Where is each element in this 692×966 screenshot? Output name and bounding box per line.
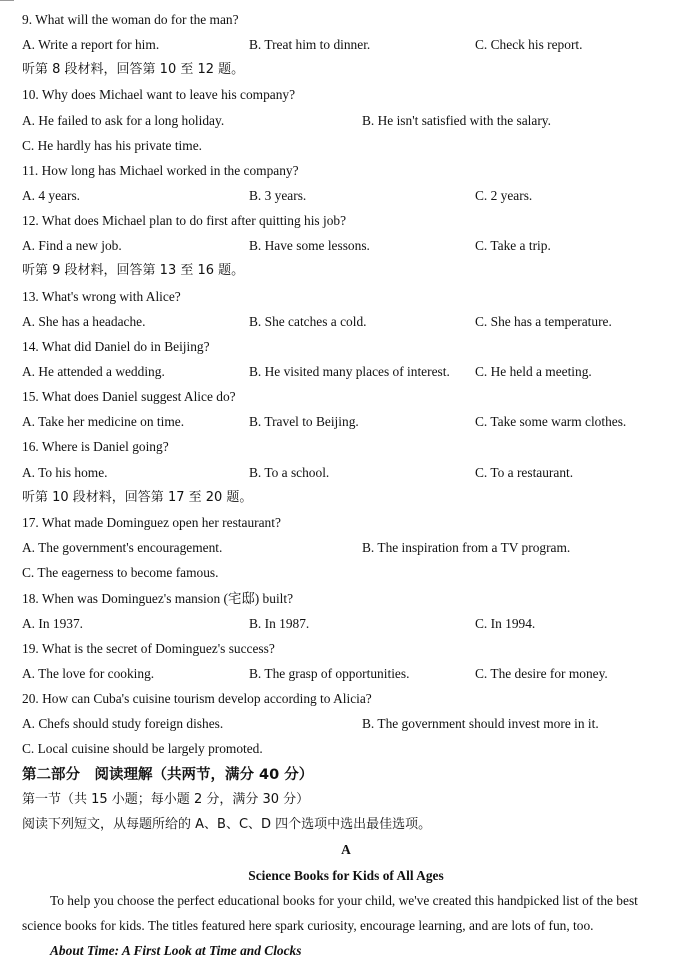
question-11-options <box>0 186 692 211</box>
option-c: C. 2 years. <box>475 188 533 203</box>
question-9-options <box>0 35 692 60</box>
option-b: B. Have some lessons. <box>249 238 370 253</box>
instruction-passage-9 <box>0 261 692 286</box>
option-a: A. Write a report for him. <box>22 37 160 52</box>
option-a: A. To his home. <box>22 465 108 480</box>
question-17-option-c <box>0 563 692 588</box>
passage-letter <box>0 840 692 865</box>
option-a: A. 4 years. <box>22 188 81 203</box>
book-title: About Time: A First Look at Time and Clocks <box>50 943 302 958</box>
question-stem: 14. What did Daniel do in Beijing? <box>22 339 210 354</box>
paragraph-text: To help you choose the perfect educational books for your child, we've created this handpicked list of the best <box>50 893 638 908</box>
option-a: A. He failed to ask for a long holiday. <box>22 113 225 128</box>
passage-paragraph-line-2 <box>0 916 692 941</box>
instruction-text: 听第 9 段材料，回答第 13 至 16 题。 <box>22 263 245 278</box>
option-c: C. To a restaurant. <box>475 465 574 480</box>
option-a: A. Take her medicine on time. <box>22 414 185 429</box>
option-b: B. He visited many places of interest. <box>249 364 450 379</box>
option-b: B. To a school. <box>249 465 330 480</box>
instruction-text: 阅读下列短文，从每题所给的 A、B、C、D 四个选项中选出最佳选项。 <box>22 817 432 832</box>
question-stem: 18. When was Dominguez's mansion (宅邸) built? <box>22 591 294 606</box>
question-10-option-c <box>0 136 692 161</box>
option-c: C. The desire for money. <box>475 666 608 681</box>
instruction-text: 听第 10 段材料，回答第 17 至 20 题。 <box>22 490 253 505</box>
option-a: A. The love for cooking. <box>22 666 155 681</box>
option-c: C. Local cuisine should be largely promoted. <box>22 741 263 756</box>
question-14 <box>0 337 692 362</box>
option-b: B. The government should invest more in it. <box>362 716 599 731</box>
question-16 <box>0 437 692 462</box>
question-stem: 19. What is the secret of Dominguez's success? <box>22 641 275 656</box>
question-stem: 17. What made Dominguez open her restaurant? <box>22 515 281 530</box>
instruction-passage-10 <box>0 488 692 513</box>
option-c: C. He held a meeting. <box>475 364 592 379</box>
paragraph-text: science books for kids. The titles featured here spark curiosity, encourage learning, and are lots of fun, too. <box>22 918 594 933</box>
option-b: B. 3 years. <box>249 188 307 203</box>
question-9 <box>0 10 692 35</box>
question-18 <box>0 589 692 614</box>
option-a: A. Chefs should study foreign dishes. <box>22 716 224 731</box>
question-17 <box>0 513 692 538</box>
book-title-line <box>0 941 692 966</box>
question-15-options <box>0 412 692 437</box>
option-a: A. She has a headache. <box>22 314 146 329</box>
question-16-options <box>0 463 692 488</box>
passage-title <box>0 866 692 891</box>
question-17-options <box>0 538 692 563</box>
option-c: C. He hardly has his private time. <box>22 138 202 153</box>
instruction-passage-8 <box>0 60 692 85</box>
question-19-options <box>0 664 692 689</box>
option-a: A. In 1937. <box>22 616 83 631</box>
option-c: C. She has a temperature. <box>475 314 612 329</box>
question-13-options <box>0 312 692 337</box>
option-b: B. He isn't satisfied with the salary. <box>362 113 551 128</box>
reading-instruction <box>0 815 692 840</box>
option-b: B. Travel to Beijing. <box>249 414 359 429</box>
section-heading: 第二部分 阅读理解（共两节，满分 40 分） <box>22 767 314 783</box>
option-a: A. He attended a wedding. <box>22 364 165 379</box>
question-13 <box>0 287 692 312</box>
section-1-heading <box>0 790 692 815</box>
option-c: C. Take some warm clothes. <box>475 414 627 429</box>
passage-paragraph-line-1 <box>0 891 692 916</box>
passage-title-text: Science Books for Kids of All Ages <box>248 868 444 883</box>
question-stem: 15. What does Daniel suggest Alice do? <box>22 389 236 404</box>
question-20-options <box>0 714 692 739</box>
question-stem: 13. What's wrong with Alice? <box>22 289 181 304</box>
page-corner-mark <box>0 0 14 1</box>
option-c: C. Take a trip. <box>475 238 551 253</box>
question-stem: 20. How can Cuba's cuisine tourism develop according to Alicia? <box>22 691 372 706</box>
section-subheading: 第一节（共 15 小题；每小题 2 分，满分 30 分） <box>22 792 310 807</box>
option-b: B. The inspiration from a TV program. <box>362 540 571 555</box>
part-2-heading <box>0 765 692 790</box>
question-stem: 9. What will the woman do for the man? <box>22 12 239 27</box>
instruction-text: 听第 8 段材料，回答第 10 至 12 题。 <box>22 62 245 77</box>
question-stem: 10. Why does Michael want to leave his company? <box>22 87 296 102</box>
question-15 <box>0 387 692 412</box>
question-stem: 16. Where is Daniel going? <box>22 439 169 454</box>
question-19 <box>0 639 692 664</box>
question-10 <box>0 85 692 110</box>
option-c: C. The eagerness to become famous. <box>22 565 219 580</box>
question-stem: 11. How long has Michael worked in the company? <box>22 163 299 178</box>
question-12 <box>0 211 692 236</box>
option-c: C. Check his report. <box>475 37 583 52</box>
question-stem: 12. What does Michael plan to do first after quitting his job? <box>22 213 347 228</box>
option-b: B. Treat him to dinner. <box>249 37 371 52</box>
option-b: B. The grasp of opportunities. <box>249 666 410 681</box>
question-14-options <box>0 362 692 387</box>
option-b: B. In 1987. <box>249 616 310 631</box>
question-20 <box>0 689 692 714</box>
option-b: B. She catches a cold. <box>249 314 367 329</box>
option-a: A. Find a new job. <box>22 238 122 253</box>
option-c: C. In 1994. <box>475 616 536 631</box>
question-12-options <box>0 236 692 261</box>
option-a: A. The government's encouragement. <box>22 540 223 555</box>
question-20-option-c <box>0 739 692 764</box>
question-10-options <box>0 111 692 136</box>
question-11 <box>0 161 692 186</box>
question-18-options <box>0 614 692 639</box>
passage-letter-text: A <box>341 842 351 857</box>
